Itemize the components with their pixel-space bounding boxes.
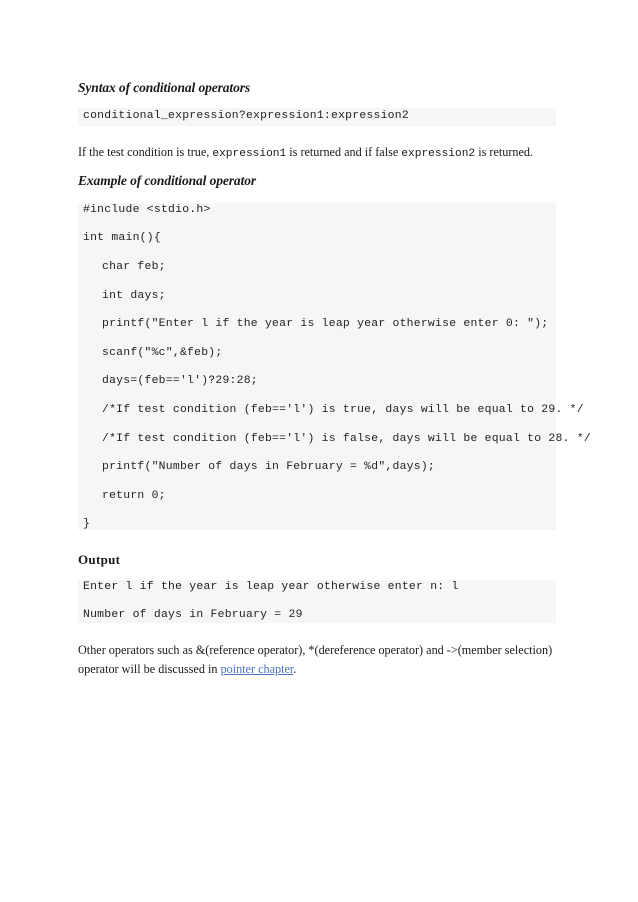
code-line-days-assign: days=(feb=='l')?29:28;: [102, 375, 258, 387]
output-line-result: Number of days in February = 29: [83, 609, 303, 621]
code-line-printf-days: printf("Number of days in February = %d",days);: [102, 461, 436, 473]
code-line-scanf: scanf("%c",&feb);: [102, 347, 223, 359]
syntax-code-block: [78, 108, 556, 126]
explanation-paragraph: [78, 145, 533, 160]
code-line-printf-enter: printf("Enter l if the year is leap year otherwise enter 0: ");: [102, 318, 549, 330]
closing-line-2-prefix: operator will be discussed in: [78, 662, 221, 676]
closing-line-2-suffix: .: [293, 662, 297, 676]
code-line-comment-false: /*If test condition (feb=='l') is false, days will be equal to 28. */: [102, 433, 591, 445]
syntax-heading: Syntax of conditional operators: [78, 80, 251, 95]
output-heading: Output: [78, 552, 121, 567]
explanation-code-2: expression2: [401, 148, 476, 160]
explanation-code-1: expression1: [212, 148, 287, 160]
example-heading: Example of conditional operator: [78, 173, 257, 188]
explanation-text-1: If the test condition is true,: [78, 145, 213, 159]
explanation-text-3: is returned.: [475, 145, 534, 159]
closing-line-1: Other operators such as &(reference operator), *(dereference operator) and ->(member selection): [78, 643, 553, 657]
example-code-block: [78, 203, 591, 530]
code-line-close-brace: }: [83, 518, 91, 530]
code-line-return: return 0;: [102, 490, 166, 502]
code-line-comment-true: /*If test condition (feb=='l') is true, days will be equal to 29. */: [102, 404, 584, 416]
syntax-code-line: conditional_expression?expression1:expression2: [83, 110, 409, 122]
closing-line-2: [78, 662, 296, 677]
output-code-block: [78, 580, 556, 623]
pointer-chapter-link[interactable]: pointer chapter: [220, 662, 294, 676]
explanation-text-2: is returned and if false: [286, 145, 402, 159]
code-line-main: int main(){: [83, 232, 161, 244]
code-line-char-feb: char feb;: [102, 261, 166, 273]
code-line-include: #include <stdio.h>: [83, 204, 211, 216]
output-line-prompt: Enter l if the year is leap year otherwise enter n: l: [83, 581, 459, 593]
code-line-int-days: int days;: [102, 290, 166, 302]
